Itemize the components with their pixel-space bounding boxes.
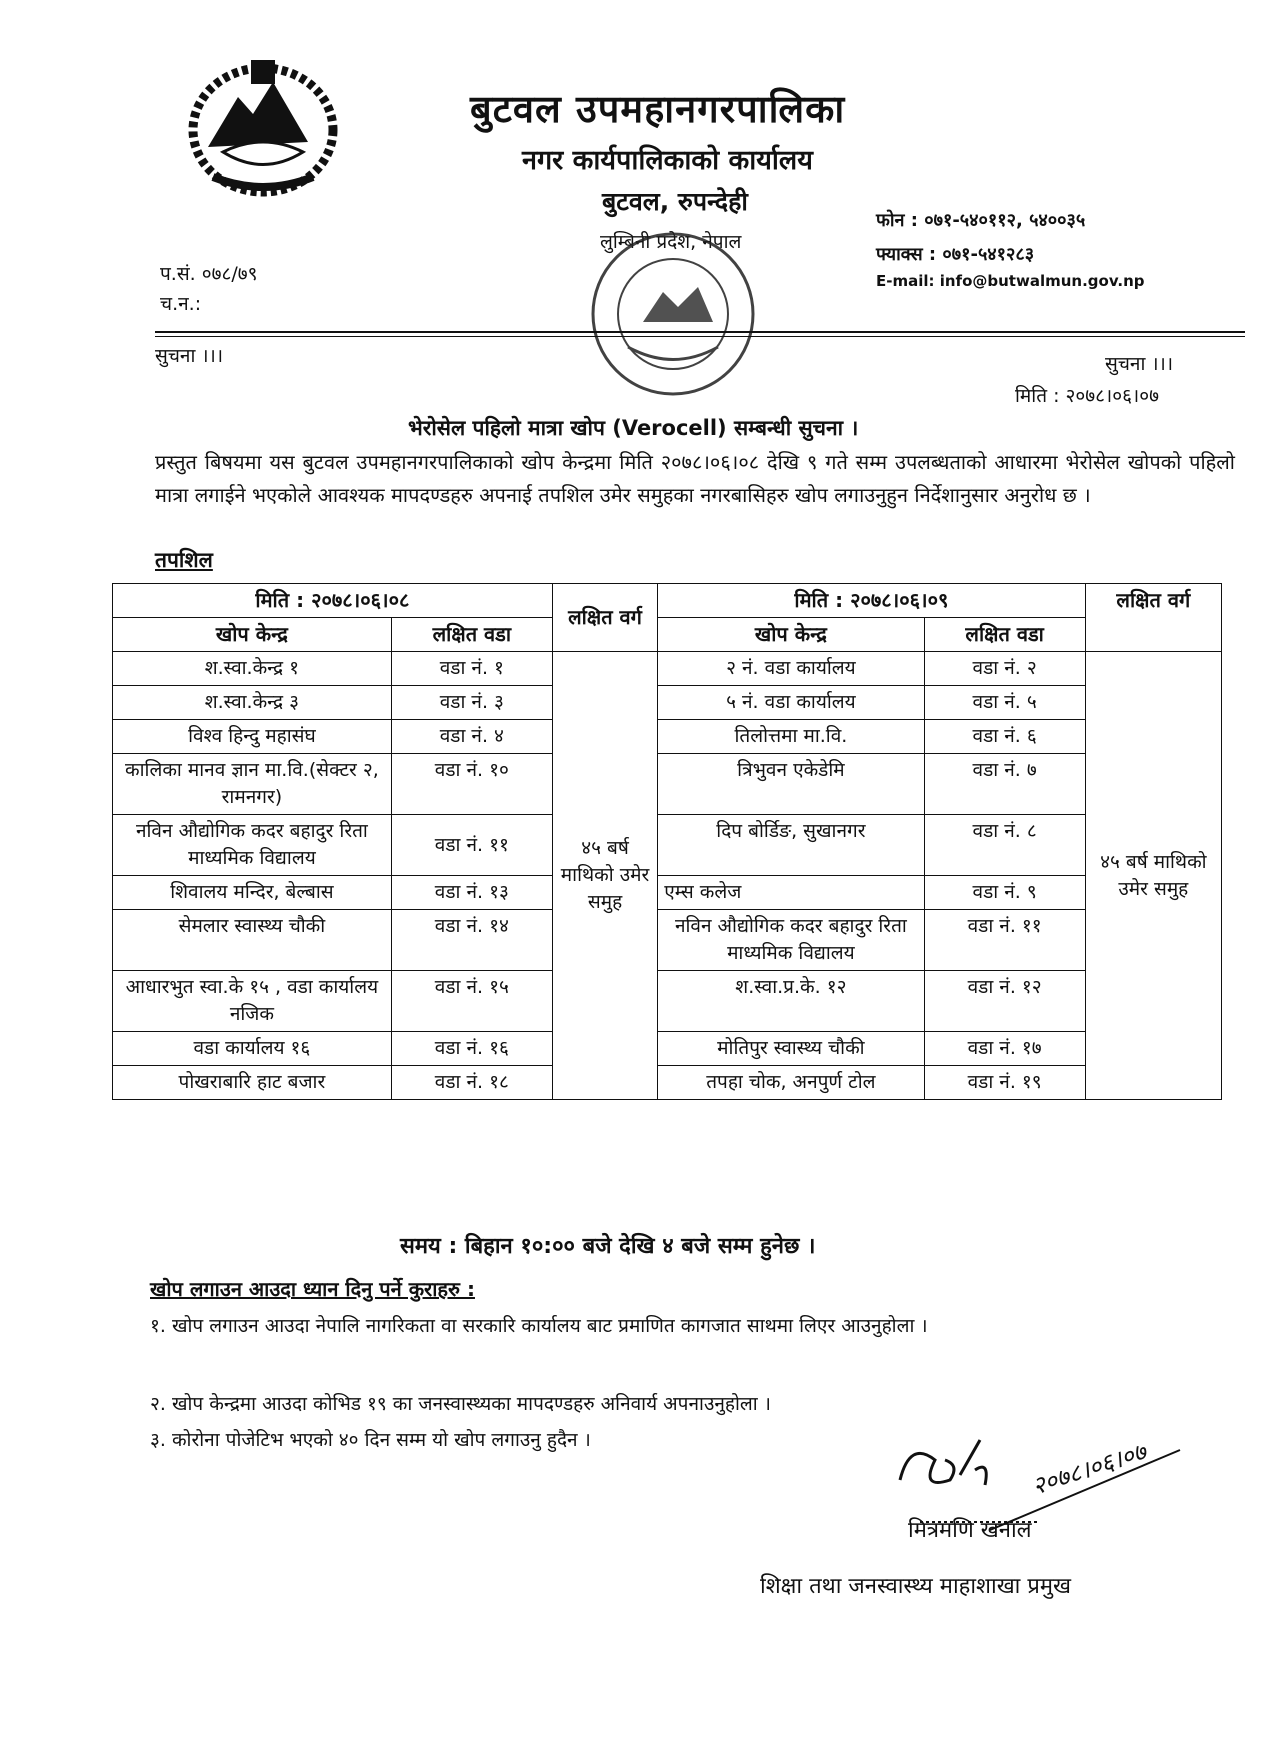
day2-center: ५ नं. वडा कार्यालय (658, 686, 924, 720)
day2-center: त्रिभुवन एकेडेमि (658, 754, 924, 815)
notes-heading: खोप लगाउन आउदा ध्यान दिनु पर्ने कुराहरु : (150, 1277, 475, 1301)
day2-ward: वडा नं. ६ (924, 720, 1085, 754)
day1-ward: वडा नं. १६ (391, 1032, 552, 1066)
day1-ward: वडा नं. १३ (391, 876, 552, 910)
ward-header-1: लक्षित वडा (391, 618, 552, 652)
table-row (113, 686, 1222, 720)
day1-ward: वडा नं. १० (391, 754, 552, 815)
day2-center: मोतिपुर स्वास्थ्य चौकी (658, 1032, 924, 1066)
day2-ward: वडा नं. १२ (924, 971, 1085, 1032)
day1-center: सेमलार स्वास्थ्य चौकी (113, 910, 392, 971)
day1-ward: वडा नं. ३ (391, 686, 552, 720)
day1-ward: वडा नं. १४ (391, 910, 552, 971)
day2-center: तिलोत्तमा मा.वि. (658, 720, 924, 754)
day1-center: आधारभुत स्वा.के १५ , वडा कार्यालय नजिक (113, 971, 392, 1032)
note-item-1: १. खोप लगाउन आउदा नेपालि नागरिकता वा सरकारि कार्यालय बाट प्रमाणित कागजात साथमा लिएर आउनुहोला । (150, 1315, 928, 1337)
header-divider-thin (155, 336, 1245, 337)
center-header-2: खोप केन्द्र (658, 618, 924, 652)
day1-ward: वडा नं. १८ (391, 1066, 552, 1100)
day1-center: वडा कार्यालय १६ (113, 1032, 392, 1066)
details-heading: तपशिल (155, 548, 213, 572)
signer-designation: शिक्षा तथा जनस्वास्थ्य माहाशाखा प्रमुख (760, 1574, 1072, 1599)
day2-ward: वडा नं. १९ (924, 1066, 1085, 1100)
day1-center: नविन औद्योगिक कदर बहादुर रिता माध्यमिक विद्यालय (113, 815, 392, 876)
target-group-cell-1: ४५ बर्ष माथिको उमेर समुह (552, 652, 657, 1100)
day2-center: एम्स कलेज (658, 876, 924, 910)
vaccination-time: समय : बिहान १०:०० बजे देखि ४ बजे सम्म हुनेछ । (400, 1234, 816, 1259)
note-item-2: २. खोप केन्द्रमा आउदा कोभिड १९ का जनस्वास्थ्यका मापदण्डहरु अनिवार्य अपनाउनुहोला । (150, 1393, 771, 1415)
day1-center: पोखराबारि हाट बजार (113, 1066, 392, 1100)
day2-ward: वडा नं. ९ (924, 876, 1085, 910)
phone-number: फोन : ०७१-५४०११२, ५४००३५ (876, 210, 1086, 231)
office-seal-icon (568, 222, 778, 407)
note-item-3: ३. कोरोना पोजेटिभ भएको ४० दिन सम्म यो खोप लगाउनु हुदैन । (150, 1429, 591, 1451)
day2-center: २ नं. वडा कार्यालय (658, 652, 924, 686)
day2-center: दिप बोर्डिङ, सुखानगर (658, 815, 924, 876)
day1-ward: वडा नं. १ (391, 652, 552, 686)
notice-subject: भेरोसेल पहिलो मात्रा खोप (Verocell) सम्बन्धी सुचना । (408, 416, 859, 440)
office-name: नगर कार्यपालिकाको कार्यालय (522, 145, 813, 176)
table-row (113, 1066, 1222, 1100)
fax-number: फ्याक्स : ०७१-५४१२८३ (876, 244, 1035, 265)
notice-date: मिति : २०७८।०६।०७ (1015, 385, 1159, 407)
day2-ward: वडा नं. ८ (924, 815, 1085, 876)
target-group-header-2: लक्षित वर्ग (1085, 584, 1221, 652)
date1-header: मिति : २०७८।०६।०८ (113, 584, 553, 618)
notice-label-left: सुचना ।।। (155, 345, 224, 367)
header-divider (155, 331, 1245, 333)
government-emblem-icon (178, 52, 348, 202)
center-header-1: खोप केन्द्र (113, 618, 392, 652)
table-row (113, 815, 1222, 876)
day2-ward: वडा नं. ७ (924, 754, 1085, 815)
reference-number: प.सं. ०७८/७९ (160, 263, 258, 285)
day1-ward: वडा नं. ४ (391, 720, 552, 754)
table-row (113, 652, 1222, 686)
day2-ward: वडा नं. १७ (924, 1032, 1085, 1066)
signature-date: २०७८।०६।०७ (1028, 1437, 1150, 1501)
table-row (113, 910, 1222, 971)
day2-center: तपहा चोक, अनपुर्ण टोल (658, 1066, 924, 1100)
notice-paragraph: प्रस्तुत बिषयमा यस बुटवल उपमहानगरपालिकाको खोप केन्द्रमा मिति २०७८।०६।०८ देखि ९ गते सम्म उपलब्धताको आधारमा भेरोसेल खोपको पहिलो मात्रा लगाईने भएकोले आवश्यक मापदण्डहरु अपनाई तपशिल उमेर समुहका नगरबासिहरु खोप लगाउनुहुन निर्देशानुसार अनुरोध छ । (155, 450, 1235, 507)
day2-ward: वडा नं. ५ (924, 686, 1085, 720)
day2-center: श.स्वा.प्र.के. १२ (658, 971, 924, 1032)
email-address: E-mail: info@butwalmun.gov.np (876, 272, 1145, 290)
day1-ward: वडा नं. १५ (391, 971, 552, 1032)
table-row (113, 971, 1222, 1032)
ward-header-2: लक्षित वडा (924, 618, 1085, 652)
dispatch-number: च.न.: (160, 293, 202, 315)
table-row (113, 876, 1222, 910)
day1-center: श.स्वा.केन्द्र १ (113, 652, 392, 686)
date2-header: मिति : २०७८।०६।०९ (658, 584, 1085, 618)
target-group-header-1: लक्षित वर्ग (552, 584, 657, 652)
municipality-title: बुटवल उपमहानगरपालिका (470, 87, 846, 131)
table-row (113, 754, 1222, 815)
day1-center: श.स्वा.केन्द्र ३ (113, 686, 392, 720)
notice-label-right: सुचना ।।। (1105, 353, 1174, 375)
day1-center: शिवालय मन्दिर, बेल्बास (113, 876, 392, 910)
table-row (113, 1032, 1222, 1066)
day1-center: कालिका मानव ज्ञान मा.वि.(सेक्टर २, रामनगर) (113, 754, 392, 815)
day2-ward: वडा नं. २ (924, 652, 1085, 686)
day2-center: नविन औद्योगिक कदर बहादुर रिता माध्यमिक विद्यालय (658, 910, 924, 971)
day2-ward: वडा नं. ११ (924, 910, 1085, 971)
office-province: लुम्बिनी प्रदेश, नेपाल (600, 231, 742, 253)
office-place: बुटवल, रुपन्देही (602, 187, 748, 216)
vaccination-schedule-table (112, 583, 1222, 1100)
signer-name: मित्रमणि खनाल (908, 1518, 1032, 1543)
day1-center: विश्व हिन्दु महासंघ (113, 720, 392, 754)
target-group-cell-2: ४५ बर्ष माथिको उमेर समुह (1085, 652, 1221, 1100)
day1-ward: वडा नं. ११ (391, 815, 552, 876)
table-row (113, 720, 1222, 754)
